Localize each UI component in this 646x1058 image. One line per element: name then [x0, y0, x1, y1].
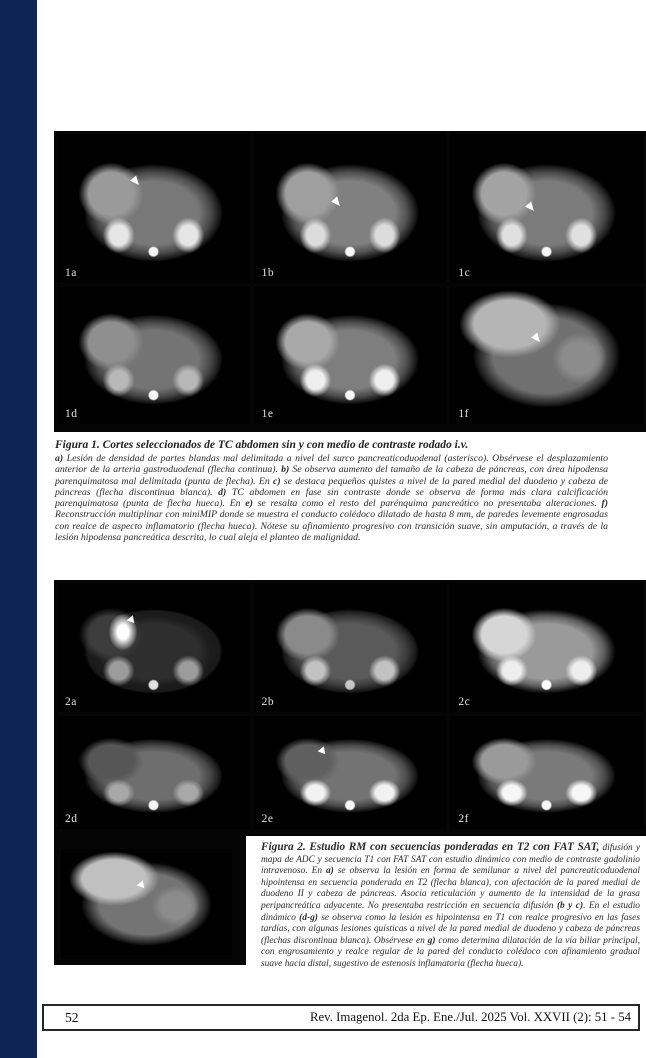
figure1-caption: [55, 439, 608, 543]
figure2-image-2b: [254, 583, 447, 712]
image-label: 1e: [261, 408, 274, 420]
image-label: 2a: [65, 696, 77, 708]
figure1-panel: [54, 131, 646, 432]
page-edge-stripe: [0, 0, 37, 1058]
arrowhead-icon: [525, 201, 537, 213]
figure2-coronal-block: [54, 836, 246, 965]
figure1-image-1e: [254, 287, 447, 424]
figure2-caption: [261, 842, 640, 971]
arrowhead-icon: [130, 176, 142, 188]
arrowhead-icon: [127, 615, 138, 626]
page-number: 52: [65, 1009, 79, 1025]
figure1-image-1c: [450, 134, 643, 283]
figure2-image-2e: [254, 716, 447, 829]
figure1-caption-body: a) Lesión de densidad de partes blandas mal delimitada a nivel del surco pancreaticoduodenal (asterisco). Obsérvese el desplazamiento anterior de la arteria gastroduodenal (flecha continua). b) Se observa aumento del tamaño de la cabeza de páncreas, con área hipodensa parenquimatosa mal delimitada (punta de flecha). En c) se destaca pequeños quistes a nivel de la pared medial del duodeno y cabeza de páncreas (flecha discontinua blanca). d) TC abdomen en fase sin contraste donde se observa de forma más clara calcificación parenquimatosa (punta de flecha hueca). En e) se resalta como el resto del parénquima pancreático no presentaba alteraciones. f) Reconstrucción multiplinar con miniMIP donde se muestra el conducto colédoco dilatado de hasta 8 mm, de paredes levemente engrosadas con realce de aspecto inflamatorio (flecha hueca). Nótese su afinamiento progresivo con transición suave, sin amputación, a través de la lesión hipodensa pancreática descrita, lo cual aleja el planteo de malignidad.: [55, 453, 608, 544]
image-label: 2d: [65, 813, 78, 825]
footer-bar: [42, 1004, 640, 1031]
figure1-image-1b: [254, 134, 447, 283]
figure1-image-1f: [450, 287, 643, 424]
arrowhead-icon: [318, 746, 329, 757]
figure1-image-1d: [57, 287, 250, 424]
arrowhead-icon: [137, 880, 148, 891]
arrowhead-icon: [531, 332, 543, 344]
image-label: 2e: [261, 813, 274, 825]
image-label: 1f: [458, 408, 469, 420]
figure2-image-2f: [450, 716, 643, 829]
figure2-image-2c: [450, 583, 643, 712]
image-label: 2c: [458, 696, 471, 708]
figure2-caption-body: Figura 2. Estudio RM con secuencias ponderadas en T2 con FAT SAT, difusión y mapa de ADC y secuencia T1 con FAT SAT con estudio dinámico con medio de contraste gadolinio intravenoso. En a) se observa la lesión en forma de semilunar a nivel del pancreaticoduodenal hipointensa en secuencia ponderada en T2 (flecha blanca), con afectación de la pared medial de duodeno II y cabeza de páncreas. Asocia reticulación y aumento de la intensidad de la grasa peripancreática adyacente. No presentaba restricción en secuencia difusión (b y c). En el estudio dinámico (d-g) se observa como la lesión es hipointensa en T1 con realce progresivo en las fases tardías, con algunas lesiones quísticas a nivel de la pared medial de duodeno y cabeza de páncreas (flechas discontinua blanca). Obsérvese en g) como determina dilatación de la vía biliar principal, con engrosamiento y realce regular de la pared del conducto colédoco con afinamiento gradual suave hacia distal, sugestivo de estenosis inflamatoria (flecha hueca).: [261, 841, 640, 969]
figure1-caption-title: Figura 1. Cortes seleccionados de TC abdomen sin y con medio de contraste rodado i.v.: [55, 439, 469, 451]
image-label: 2f: [458, 813, 469, 825]
figure2-image-2a: [57, 583, 250, 712]
figure2-image-2d: [57, 716, 250, 829]
image-label: 2b: [261, 696, 275, 708]
journal-reference: Rev. Imagenol. 2da Ep. Ene./Jul. 2025 Vol. XXVII (2): 51 - 54: [309, 1010, 631, 1024]
image-label: 1b: [261, 267, 275, 279]
image-label: 1d: [65, 408, 78, 420]
figure2-image-coronal: [61, 849, 232, 959]
figure2-panel: [54, 580, 646, 836]
figure1-image-1a: [57, 134, 250, 283]
image-label: 1c: [458, 267, 471, 279]
arrowhead-icon: [331, 197, 343, 209]
image-label: 1a: [65, 267, 77, 279]
